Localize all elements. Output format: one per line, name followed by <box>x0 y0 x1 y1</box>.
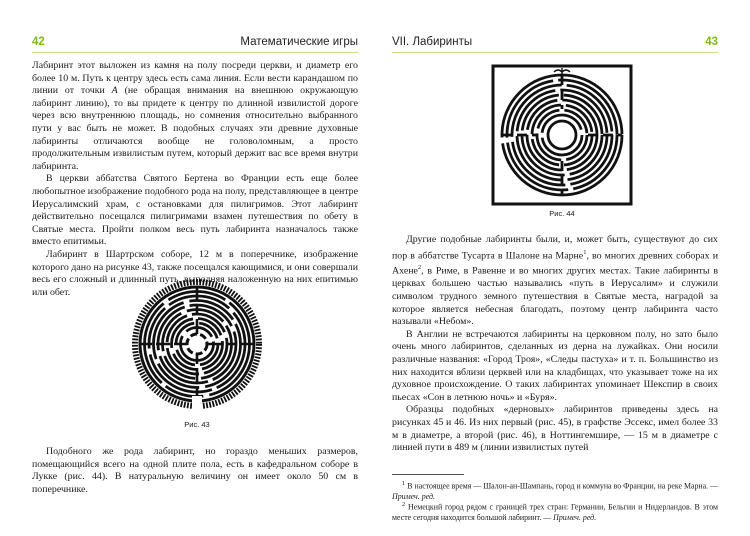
paragraph-text: Образцы подобных «дерновых» лабиринтов приведены здесь на рисунках 45 и 46. Из них первый (рис. 45), в графстве Эссекс, имел более 33 м в диаметре, а второй (рис. 46), в Ноттингемшире, — 15 м в диаметре с линией пути в 489 м (линии извилистых путей <box>392 404 718 454</box>
paragraph-text: Лабиринт в Шартрском соборе, 12 м в поперечнике, изображение которого дано на рисунке 43, также посещался кающимися, и они совершали весь его сложный и длинный путь, выполняя наложенную на них епитимью или обет. <box>32 248 358 298</box>
right-header-rule <box>392 52 718 53</box>
left-body-top <box>32 60 358 299</box>
labyrinth-figure-43 <box>131 278 263 410</box>
paragraph <box>32 173 358 249</box>
center-circle <box>548 121 576 149</box>
left-running-header <box>32 34 358 50</box>
footnote-mark: 1 <box>402 480 406 487</box>
paragraph-text: Подобного же рода лабиринт, но гораздо меньших размеров, помещающийся всего на одной плите пола, есть в кафедральном соборе в Лукке (рис. 44). В натуральную величину он имеет около 50 см в поперечнике. <box>32 446 358 495</box>
paragraph <box>392 404 718 454</box>
left-body-bottom <box>32 446 358 496</box>
paragraph-text: , в Риме, в Равенне и во многих других местах. Такие лабиринты в церквах большею частью назывались «путь в Иерусалим» и служили символом трудного земного путешествия в Святые места, наградой за которое является небесная благодать, поэтому центр лабиринта часто называли «Небом». <box>392 265 718 328</box>
footnote-separator <box>392 474 464 475</box>
labyrinth-figure-44 <box>491 64 633 206</box>
paragraph-text: Другие подобные лабиринты были, и, может быть, существуют до сих пор в аббатстве Тусарта в Шалоне на Марне <box>392 234 718 261</box>
footnote-mark: 2 <box>402 501 406 508</box>
footnote <box>392 500 718 523</box>
entrance-gap <box>192 396 202 410</box>
right-page-number: 43 <box>705 36 718 48</box>
paragraph <box>32 446 358 496</box>
paragraph-text: В церкви аббатства Святого Бертена во Франции есть еще более любопытное изображение подобного рода на полу, представляющее в центре Иерусалимский храм, с остановками для пилигримов. Этот лабиринт действительно посещался пилигримами взамен путешествия по обету в Святые места. Пройти полком весь путь лабиринта назначалось также вместо епитимьи. <box>32 173 358 248</box>
paragraph-text: , во многих древних соборах и Ахене <box>392 249 718 277</box>
path-wall <box>537 110 587 160</box>
figure-44-caption: Рис. 44 <box>549 209 575 218</box>
footnote-italic: Примеч. ред. <box>553 512 597 522</box>
paragraph-italic: А <box>111 85 118 97</box>
right-body <box>392 234 718 455</box>
footnote-ref[interactable]: 1 <box>583 248 587 256</box>
right-running-title: VII. Лабиринты <box>392 36 473 48</box>
paragraph-text: В Англии не встречаются лабиринты на церковном полу, но зато было очень много лабиринтов, сделанных из дерна на лужайках. Они носили различные названия: «Город Троя», «Следы пастуха» и т. п. Большинство из них находится вблизи церквей или на кладбищах, что указывает тоже на их духовное происхождение. О таких лабиринтах упоминает Шекспир в своих пьесах «Сон в летнюю ночь» и «Буря». <box>392 328 718 403</box>
footnote-ref[interactable]: 2 <box>417 264 422 272</box>
left-page-number: 42 <box>32 36 45 48</box>
footnote-text: В настоящее время — Шалон-ан-Шампань, город и коммуна во Франции, на реке Марна. — <box>405 481 718 491</box>
paragraph <box>32 60 358 173</box>
paragraph-text: Лабиринт этот выложен из камня на полу посреди церкви, и диаметр его более 10 м. Путь к центру здесь есть сама линия. Если вести карандашом по линии от точки <box>32 60 358 97</box>
footnote-italic: Примеч. ред. <box>392 491 435 501</box>
paragraph-text: (не обращая внимания на внешнюю окружающую лабиринт линию), то вы придете к центру по длинной извилистой дороге через всю внутреннюю площадь, но сомнения относительно выбранного пути у вас быть не может. В подобных случаях эти древние духовные лабиринты отличаются вообще не головоломным, а просто продолжительным извилистым путем, который держит вас все время внутри лабиринта. <box>32 85 359 172</box>
center-rosette <box>187 334 207 354</box>
paragraph <box>392 329 718 405</box>
paragraph <box>392 234 718 329</box>
figure-43-caption: Рис. 43 <box>184 420 210 429</box>
footnote <box>392 479 718 502</box>
left-running-title: Математические игры <box>240 36 358 48</box>
right-running-header <box>392 34 718 50</box>
footnote-text: Немецкий город рядом с границей трех стран: Германии, Бельгии и Нидерландов. В этом месте сегодня находится большой лабиринт. — <box>392 502 718 522</box>
left-header-rule <box>32 52 358 53</box>
